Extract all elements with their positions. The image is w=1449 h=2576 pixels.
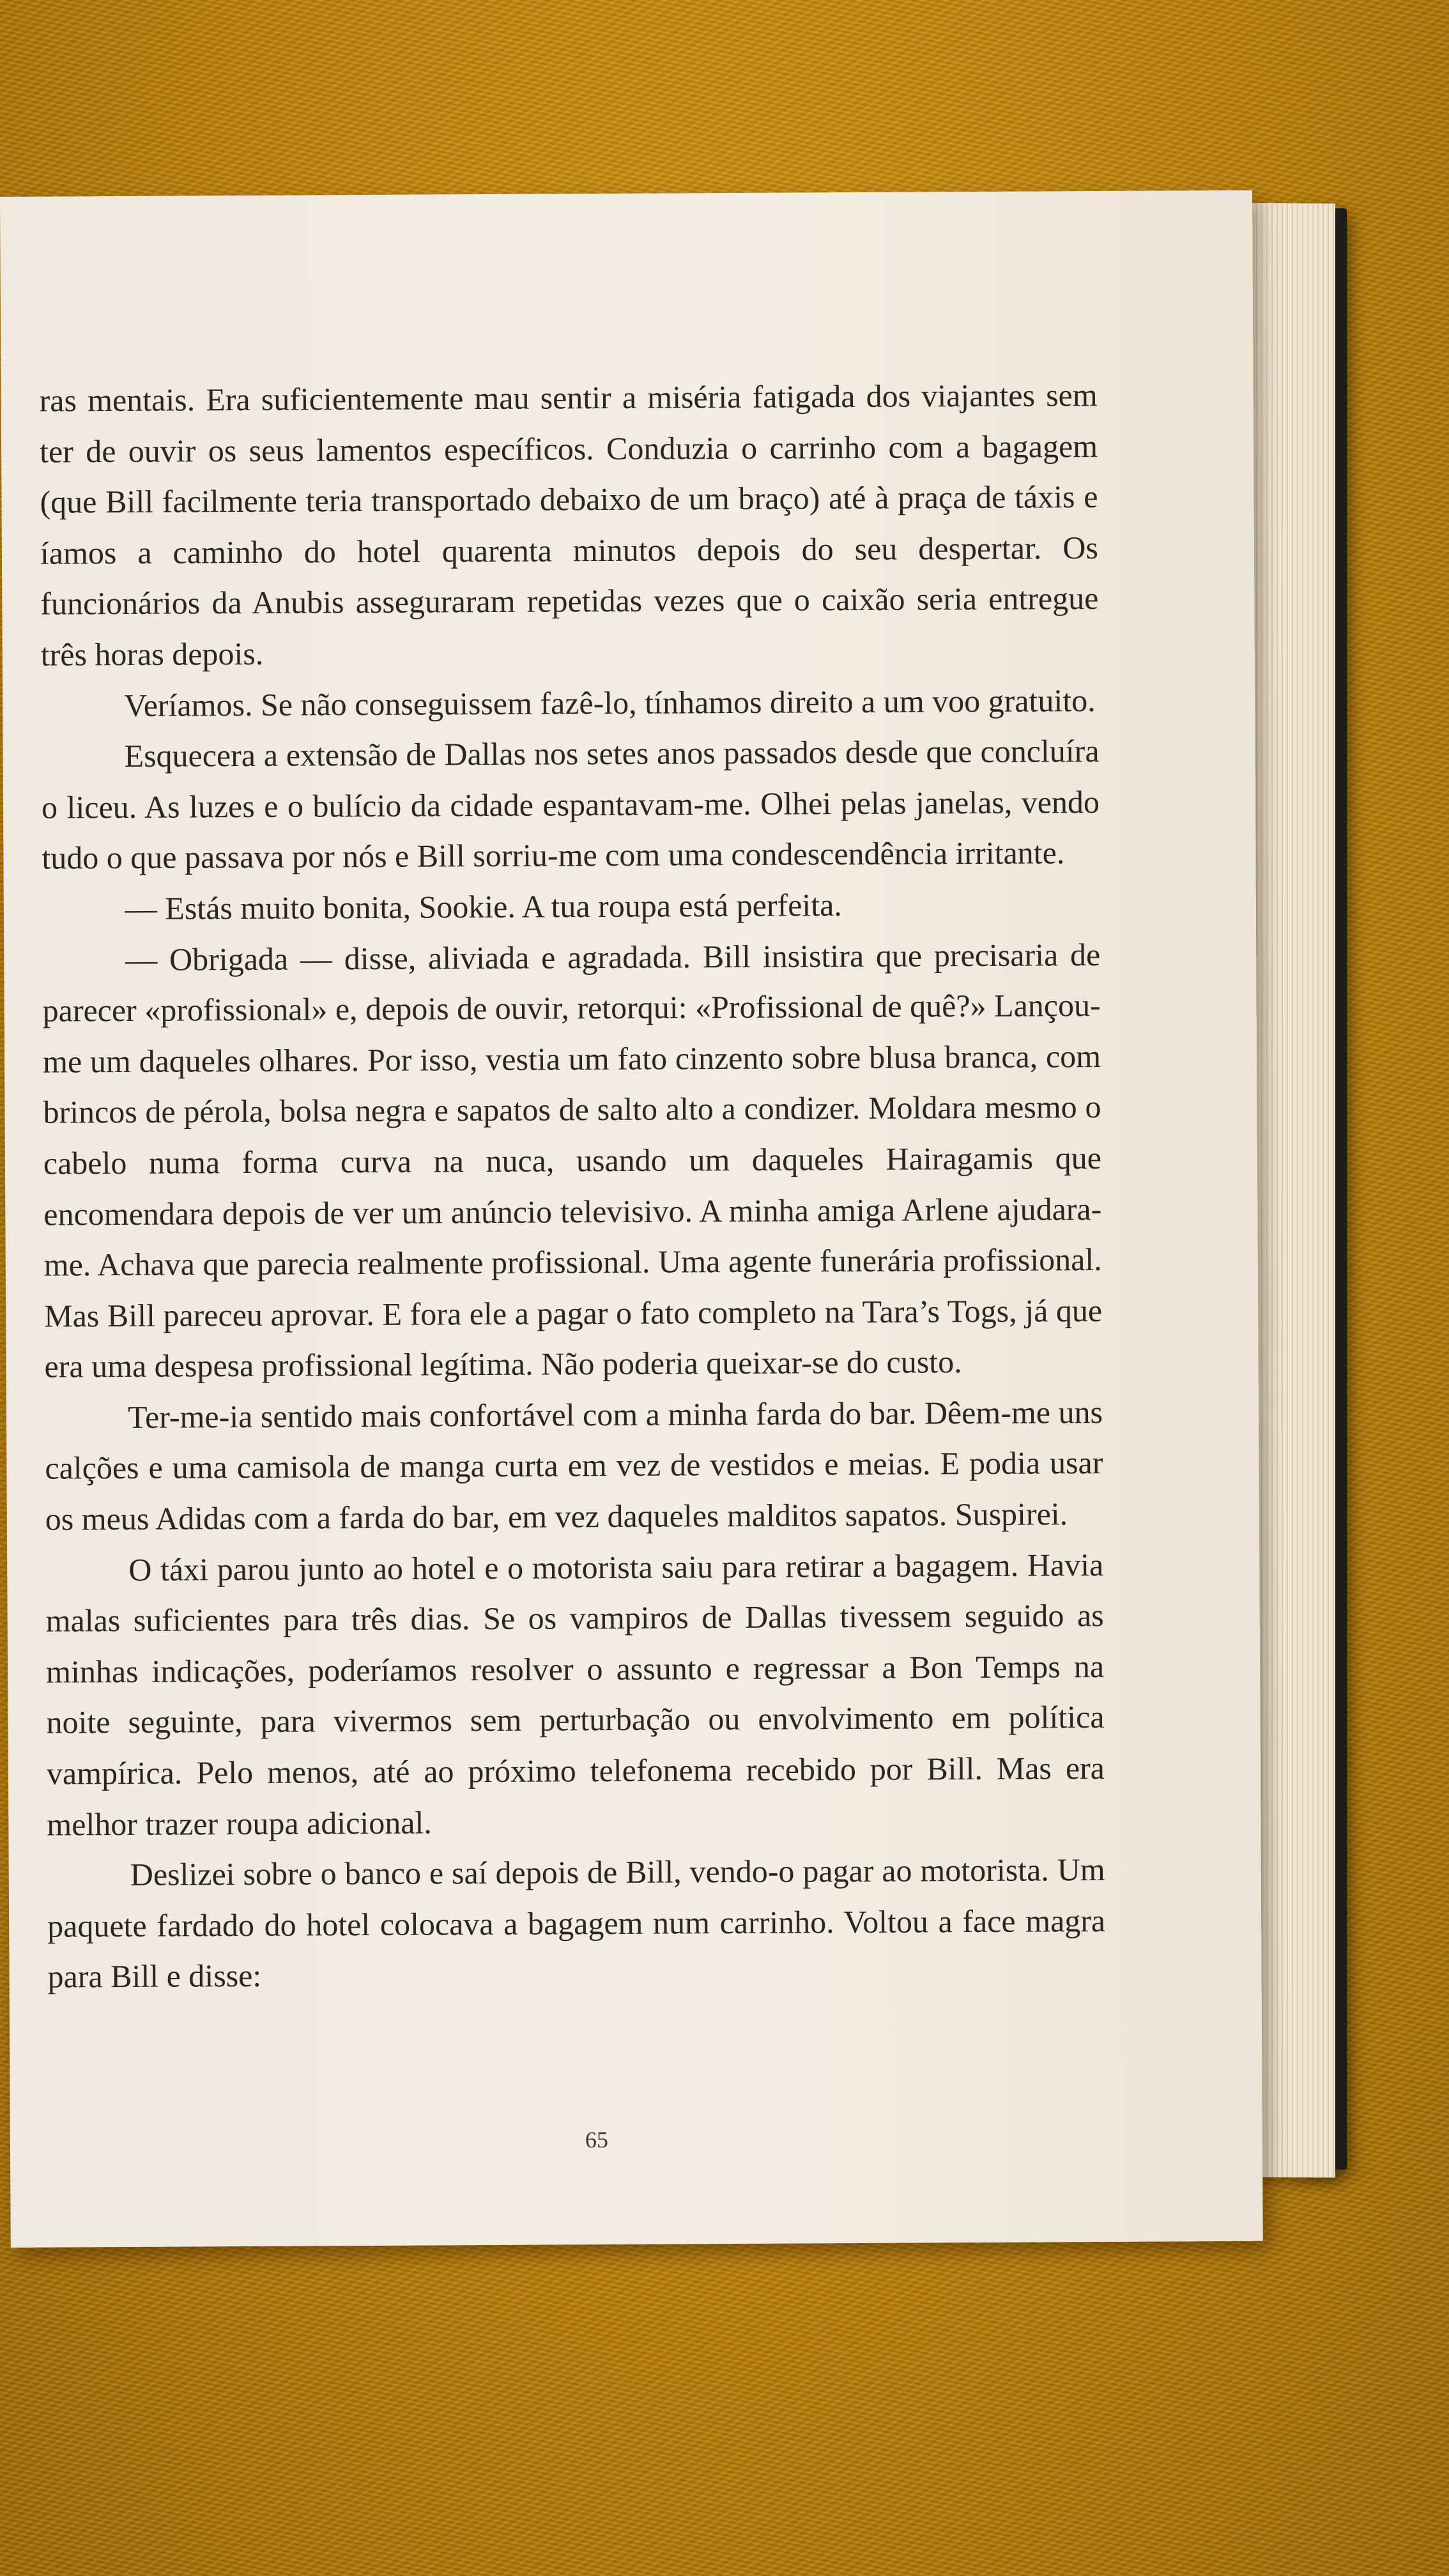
paragraph-7: O táxi parou junto ao hotel e o motorista saiu para retirar a bagagem. Havia malas suficientes para três dias. Se os vampiros de Dallas tivessem seguido as minhas indicações, poderíamos resolver o assunto e regressar a Bon Temps na noite seguinte, para vivermos sem perturbação ou envolvimento em política vampírica. Pelo menos, até ao próximo telefonema recebido por Bill. Mas era melhor trazer roupa adicional.	[45, 1546, 1105, 1843]
paragraph-8: Deslizei sobre o banco e saí depois de Bill, vendo-o pagar ao motorista. Um paquete fardado do hotel colocava a bagagem num carrinho. Voltou a face magra para Bill e disse:	[47, 1851, 1106, 1995]
paragraph-3: Esquecera a extensão de Dallas nos setes anos passados desde que concluíra o liceu. As luzes e o bulício da cidade espantavam-me. Olhei pelas janelas, vendo tudo o que passava por nós e Bill sorriu-me com uma condescendência irritante.	[41, 733, 1100, 877]
book-page	[0, 190, 1263, 2248]
paragraph-4: — Estás muito bonita, Sookie. A tua roupa está perfeita.	[125, 887, 842, 926]
paragraph-2: Veríamos. Se não conseguissem fazê-lo, tínhamos direito a um voo gratuito.	[124, 682, 1096, 723]
page-number: 65	[585, 2127, 609, 2153]
paragraph-5: — Obrigada — disse, aliviada e agradada. Bill insistira que precisaria de parecer «profissional» e, depois de ouvir, retorqui: «Profissional de quê?» Lançou-me um daqueles olhares. Por isso, vestia um fato cinzento sobre blusa branca, com brincos de pérola, bolsa negra e sapatos de salto alto a condizer. Moldara mesmo o cabelo numa forma curva na nuca, usando um daqueles Hairagamis que encomendara depois de ver um anúncio televisivo. A minha amiga Arlene ajudara-me. Achava que parecia realmente profissional. Uma agente funerária profissional. Mas Bill pareceu aprovar. E fora ele a pagar o fato completo na Tara’s Togs, já que era uma despesa profissional legítima. Não poderia queixar-se do custo.	[42, 936, 1103, 1384]
paragraph-1: ras mentais. Era suficientemente mau sentir a miséria fatigada dos viajantes sem ter de ouvir os seus lamentos específicos. Conduzia o carrinho com a bagagem (que Bill facilmente teria transportado debaixo de um braço) até à praça de táxis e íamos a caminho do hotel quarenta minutos depois do seu despertar. Os funcionários da Anubis asseguraram repetidas vezes que o caixão seria entregue três horas depois.	[39, 377, 1099, 673]
page-text-block	[39, 370, 1105, 2003]
paragraph-6: Ter-me-ia sentido mais confortável com a minha farda do bar. Dêem-me uns calções e uma camisola de manga curta em vez de vestidos e meias. E podia usar os meus Adidas com a farda do bar, em vez daqueles malditos sapatos. Suspirei.	[45, 1393, 1103, 1537]
